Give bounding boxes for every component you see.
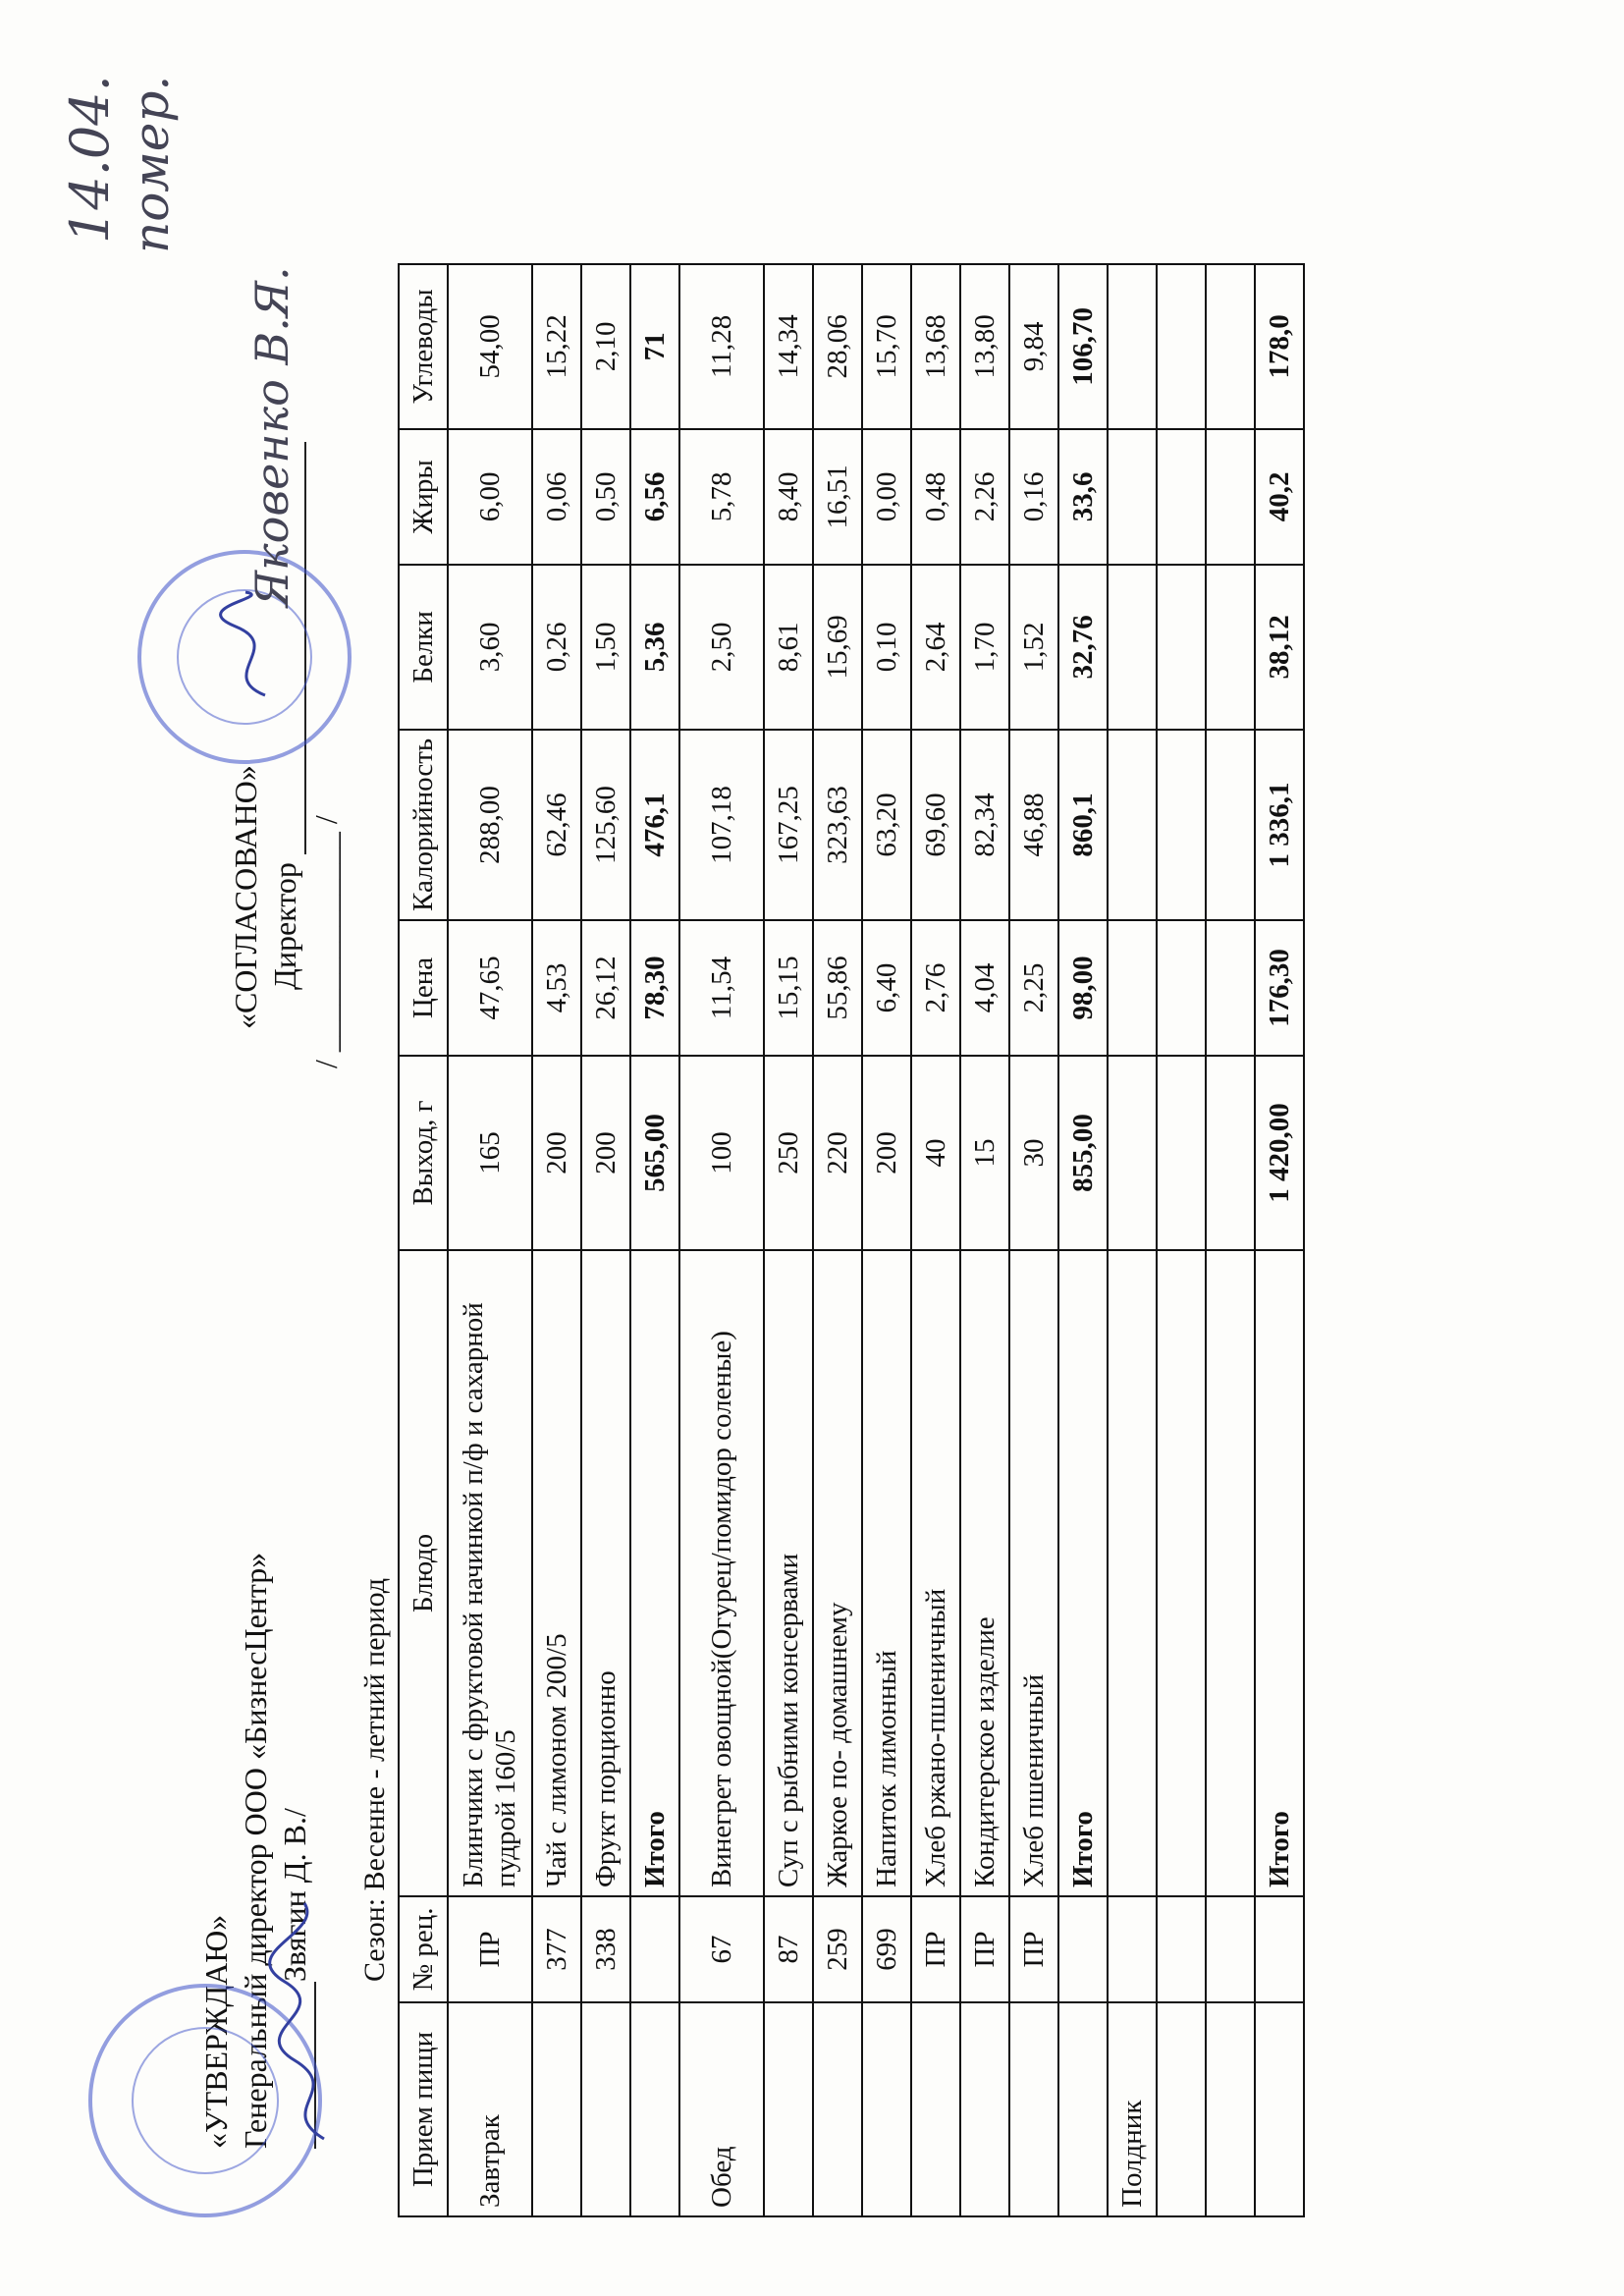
recipe-number: 699 — [862, 1896, 911, 2002]
price-value: 2,25 — [1009, 920, 1058, 1056]
agreement-signatory: / ______________ / — [308, 815, 344, 1068]
header-output: Выход, г — [399, 1056, 448, 1250]
recipe-number: 259 — [813, 1896, 862, 2002]
breakfast-total-row — [630, 264, 679, 2216]
dish-name: Фрукт порционно — [581, 1250, 630, 1896]
agreement-title: «СОГЛАСОВАНО» — [228, 765, 263, 1029]
meal-cell-empty — [630, 2002, 679, 2216]
output-value: 200 — [581, 1056, 630, 1250]
dish-name: Блинчики с фруктовой начинкой п/ф и сахарной пудрой 160/5 — [448, 1250, 532, 1896]
output-total: 855,00 — [1058, 1056, 1108, 1250]
handwritten-note: помер. — [123, 75, 180, 253]
meal-cell-empty — [1058, 2002, 1108, 2216]
fat-value: 0,16 — [1009, 429, 1058, 565]
carbs-value: 13,68 — [911, 264, 960, 429]
table-row-empty — [1157, 264, 1206, 2216]
output-value: 200 — [532, 1056, 581, 1250]
price-value: 4,53 — [532, 920, 581, 1056]
meal-cell-empty — [764, 2002, 813, 2216]
protein-value: 1,52 — [1009, 565, 1058, 730]
output-value: 40 — [911, 1056, 960, 1250]
fat-total: 33,6 — [1058, 429, 1108, 565]
menu-table — [398, 263, 1305, 2217]
output-total: 565,00 — [630, 1056, 679, 1250]
fat-value: 0,50 — [581, 429, 630, 565]
dish-name: Жаркое по- домашнему — [813, 1250, 862, 1896]
table-row — [764, 264, 813, 2216]
calories-total: 860,1 — [1058, 730, 1108, 920]
price-total: 98,00 — [1058, 920, 1108, 1056]
table-row — [862, 264, 911, 2216]
table-row — [1009, 264, 1058, 2216]
table-row — [911, 264, 960, 2216]
price-value: 55,86 — [813, 920, 862, 1056]
protein-value: 0,10 — [862, 565, 911, 730]
table-row-empty — [1206, 264, 1255, 2216]
carbs-value: 54,00 — [448, 264, 532, 429]
price-value: 2,76 — [911, 920, 960, 1056]
price-value: 47,65 — [448, 920, 532, 1056]
carbs-value: 14,34 — [764, 264, 813, 429]
recipe-number: ПР — [960, 1896, 1009, 2002]
protein-value: 8,61 — [764, 565, 813, 730]
dish-name: Винегрет овощной(Огурец/помидор соленые) — [679, 1250, 764, 1896]
fat-value: 0,00 — [862, 429, 911, 565]
meal-label: Завтрак — [448, 2002, 532, 2216]
carbs-total: 71 — [630, 264, 679, 429]
grand-carbs-total: 178,0 — [1255, 264, 1304, 429]
fat-value: 8,40 — [764, 429, 813, 565]
handwritten-date: 14.04. — [59, 75, 121, 244]
total-label: Итого — [1058, 1250, 1108, 1896]
fat-value: 6,00 — [448, 429, 532, 565]
protein-value: 3,60 — [448, 565, 532, 730]
fat-value: 0,48 — [911, 429, 960, 565]
protein-value: 15,69 — [813, 565, 862, 730]
fat-value: 16,51 — [813, 429, 862, 565]
carbs-value: 9,84 — [1009, 264, 1058, 429]
header-calories: Калорийность — [399, 730, 448, 920]
output-value: 15 — [960, 1056, 1009, 1250]
grand-total-row — [1255, 264, 1304, 2216]
meal-cell-empty — [581, 2002, 630, 2216]
fat-value: 0,06 — [532, 429, 581, 565]
recipe-number: 338 — [581, 1896, 630, 2002]
carbs-value: 15,70 — [862, 264, 911, 429]
protein-value: 2,50 — [679, 565, 764, 730]
output-value: 30 — [1009, 1056, 1058, 1250]
recipe-number: ПР — [1009, 1896, 1058, 2002]
calories-value: 125,60 — [581, 730, 630, 920]
fat-value: 5,78 — [679, 429, 764, 565]
output-value: 165 — [448, 1056, 532, 1250]
dish-name: Суп с рыбними консервами — [764, 1250, 813, 1896]
calories-value: 82,34 — [960, 730, 1009, 920]
protein-total: 32,76 — [1058, 565, 1108, 730]
snack-row — [1108, 264, 1157, 2216]
protein-total: 5,36 — [630, 565, 679, 730]
fat-value: 2,26 — [960, 429, 1009, 565]
carbs-value: 13,80 — [960, 264, 1009, 429]
output-value: 100 — [679, 1056, 764, 1250]
header-carbs: Углеводы — [399, 264, 448, 429]
meal-cell-empty — [813, 2002, 862, 2216]
header-recipe: № рец. — [399, 1896, 448, 2002]
calories-value: 167,25 — [764, 730, 813, 920]
table-row — [679, 264, 764, 2216]
season-label: Сезон: Весенне - летний период — [358, 1578, 391, 1982]
recipe-cell-empty — [630, 1896, 679, 2002]
carbs-value: 15,22 — [532, 264, 581, 429]
handwritten-name: Яковенко В.Я. — [245, 266, 298, 607]
protein-value: 0,26 — [532, 565, 581, 730]
recipe-number: 377 — [532, 1896, 581, 2002]
carbs-value: 28,06 — [813, 264, 862, 429]
meal-cell-empty — [1255, 2002, 1304, 2216]
output-value: 200 — [862, 1056, 911, 1250]
table-row — [448, 264, 532, 2216]
dish-name: Кондитерское изделие — [960, 1250, 1009, 1896]
recipe-cell-empty — [1058, 1896, 1108, 2002]
meal-cell-empty — [532, 2002, 581, 2216]
protein-value: 1,50 — [581, 565, 630, 730]
table-header-row — [399, 264, 448, 2216]
price-value: 6,40 — [862, 920, 911, 1056]
dish-name: Чай с лимоном 200/5 — [532, 1250, 581, 1896]
price-total: 78,30 — [630, 920, 679, 1056]
recipe-number: ПР — [448, 1896, 532, 2002]
calories-value: 107,18 — [679, 730, 764, 920]
table-row — [581, 264, 630, 2216]
protein-value: 2,64 — [911, 565, 960, 730]
dish-name: Напиток лимонный — [862, 1250, 911, 1896]
lunch-total-row — [1058, 264, 1108, 2216]
header-protein: Белки — [399, 565, 448, 730]
header-fat: Жиры — [399, 429, 448, 565]
grand-protein-total: 38,12 — [1255, 565, 1304, 730]
fat-total: 6,56 — [630, 429, 679, 565]
grand-calories-total: 1 336,1 — [1255, 730, 1304, 920]
grand-price-total: 176,30 — [1255, 920, 1304, 1056]
recipe-number: 87 — [764, 1896, 813, 2002]
meal-cell-empty — [911, 2002, 960, 2216]
recipe-number: ПР — [911, 1896, 960, 2002]
price-value: 26,12 — [581, 920, 630, 1056]
calories-total: 476,1 — [630, 730, 679, 920]
signature-left — [265, 1893, 353, 2149]
table-row — [960, 264, 1009, 2216]
table-row — [532, 264, 581, 2216]
price-value: 11,54 — [679, 920, 764, 1056]
meal-cell-empty — [1009, 2002, 1058, 2216]
output-value: 220 — [813, 1056, 862, 1250]
header-dish: Блюдо — [399, 1250, 448, 1896]
agreement-position: Директор — [265, 442, 306, 1068]
grand-total-label: Итого — [1255, 1250, 1304, 1896]
calories-value: 69,60 — [911, 730, 960, 920]
header-price: Цена — [399, 920, 448, 1056]
grand-output-total: 1 420,00 — [1255, 1056, 1304, 1250]
header-meal: Прием пищи — [399, 2002, 448, 2216]
output-value: 250 — [764, 1056, 813, 1250]
recipe-number: 67 — [679, 1896, 764, 2002]
price-value: 15,15 — [764, 920, 813, 1056]
dish-name: Хлеб пшеничный — [1009, 1250, 1058, 1896]
dish-name: Хлеб ржано-пшеничный — [911, 1250, 960, 1896]
carbs-value: 2,10 — [581, 264, 630, 429]
meal-cell-empty — [960, 2002, 1009, 2216]
meal-label: Полдник — [1108, 2002, 1157, 2216]
table-row — [813, 264, 862, 2216]
calories-value: 46,88 — [1009, 730, 1058, 920]
total-label: Итого — [630, 1250, 679, 1896]
approval-position: Генеральный директор ООО «БизнесЦентр» — [238, 1552, 273, 2149]
calories-value: 288,00 — [448, 730, 532, 920]
grand-fat-total: 40,2 — [1255, 429, 1304, 565]
meal-cell-empty — [862, 2002, 911, 2216]
meal-label: Обед — [679, 2002, 764, 2216]
calories-value: 63,20 — [862, 730, 911, 920]
approval-signatory: Звягин Д. В./ — [275, 1553, 316, 2149]
protein-value: 1,70 — [960, 565, 1009, 730]
calories-value: 62,46 — [532, 730, 581, 920]
carbs-total: 106,70 — [1058, 264, 1108, 429]
carbs-value: 11,28 — [679, 264, 764, 429]
recipe-cell-empty — [1255, 1896, 1304, 2002]
price-value: 4,04 — [960, 920, 1009, 1056]
calories-value: 323,63 — [813, 730, 862, 920]
approval-title: «УТВЕРЖДАЮ» — [198, 1914, 234, 2149]
